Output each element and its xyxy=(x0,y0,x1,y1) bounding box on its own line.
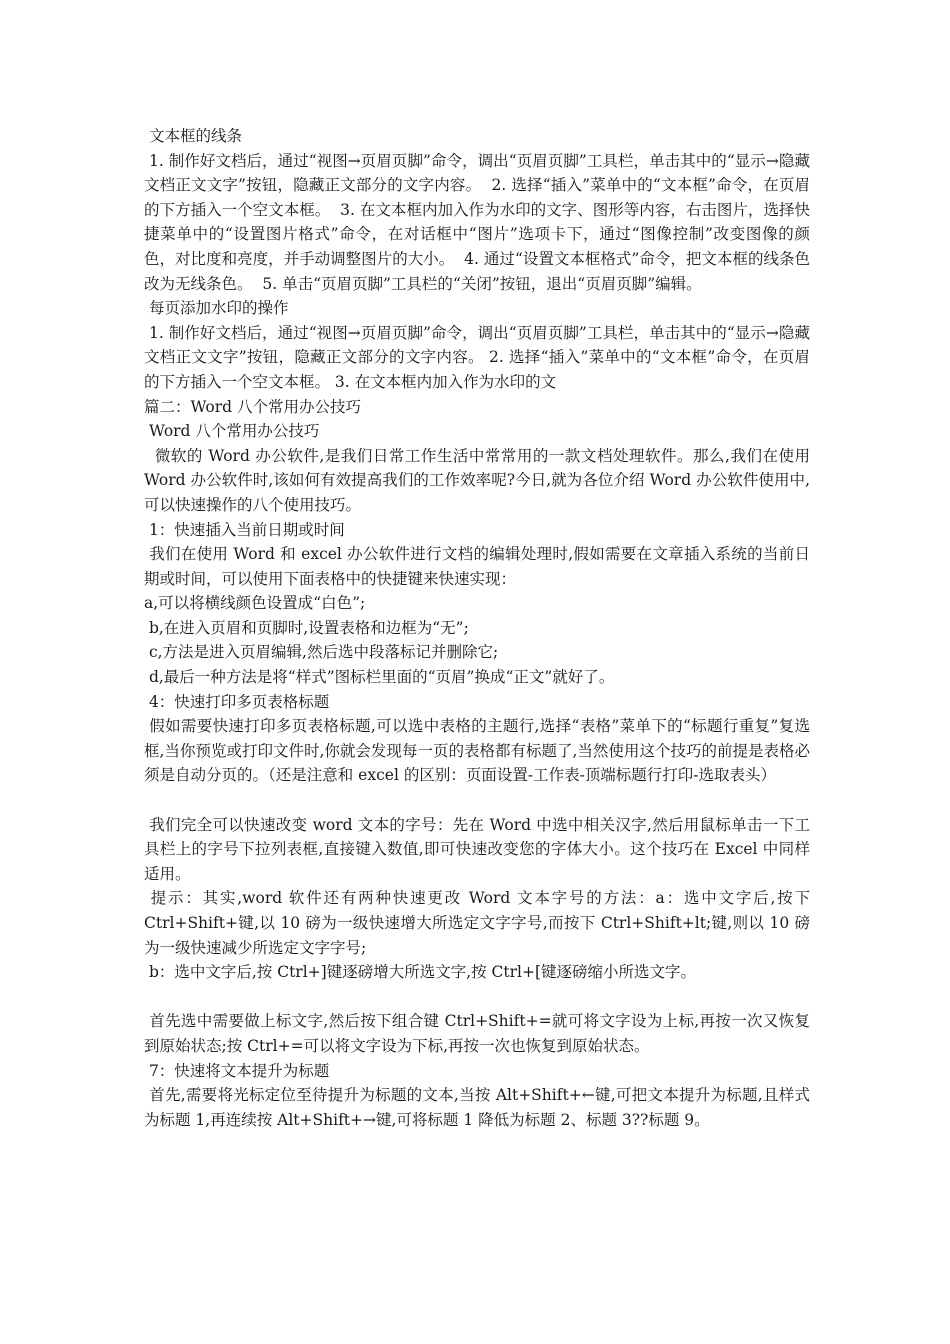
heading-textbox-lines: 文本框的线条 xyxy=(144,127,242,145)
section-title-part-two: 篇二：Word 八个常用办公技巧 xyxy=(144,397,361,416)
heading-watermark-each-page: 每页添加水印的操作 xyxy=(144,299,289,318)
paragraph-hint: 提示：其实,word 软件还有两种快速更改 Word 文本字号的方法：a：选中文字后,按下 Ctrl+Shift+键,以 10 磅为一级快速增大所选定文字字号,而按下 Ctrl+Shift+lt;键,则以 10 磅为一级快速减少所选定文字字号; xyxy=(144,889,815,957)
blank-line xyxy=(144,788,810,813)
blank-line xyxy=(144,985,810,1010)
paragraph-superscript: 首先选中需要做上标文字,然后按下组合键 Ctrl+Shift+=就可将文字设为上标,再按一次又恢复到原始状态;按 Ctrl+=可以将文字设为下标,再按一次也恢复到原始状态。 xyxy=(144,1012,810,1055)
paragraph-tip-4: 假如需要快速打印多页表格标题,可以选中表格的主题行,选择“表格”菜单下的“标题行重复”复选框,当你预览或打印文件时,你就会发现每一页的表格都有标题了,当然使用这个技巧的前提是表格必须是自动分页的。（还是注意和 excel 的区别：页面设置-工作表-顶端标题行打印-选取表头） xyxy=(144,717,810,785)
paragraph-textbox-steps: 1. 制作好文档后，通过“视图→页眉页脚”命令，调出“页眉页脚”工具栏，单击其中的“显示→隐藏文档正文文字”按钮，隐藏正文部分的文字内容。 2. 选择“插入”菜单中的“文本框”命令，在页眉的下方插入一个空文本框。 3. 在文本框内加入作为水印的文字、图形等内容，右击图片，选择快捷菜单中的“设置图片格式”命令，在对话框中“图片”选项卡下，通过“图像控制”改变图像的颜色，对比度和亮度，并手动调整图片的大小。 4. 通过“设置文本框格式”命令，把文本框的线条色改为无线条色。 5. 单击“页眉页脚”工具栏的“关闭”按钮，退出“页眉页脚”编辑。 xyxy=(144,151,810,293)
heading-tip-1: 1：快速插入当前日期或时间 xyxy=(144,520,345,539)
paragraph-watermark-steps: 1. 制作好文档后，通过“视图→页眉页脚”命令，调出“页眉页脚”工具栏，单击其中的“显示→隐藏文档正文文字”按钮，隐藏正文部分的文字内容。 2. 选择“插入”菜单中的“文本框”命令，在页眉的下方插入一个空文本框。 3. 在文本框内加入作为水印的文 xyxy=(144,323,810,391)
paragraph-hint-b: b：选中文字后,按 Ctrl+]键逐磅增大所选文字,按 Ctrl+[键逐磅缩小所选文字。 xyxy=(144,963,697,982)
heading-tip-4: 4：快速打印多页表格标题 xyxy=(144,692,330,711)
list-item-a: a,可以将横线颜色设置成“白色”; xyxy=(144,594,366,613)
document-page xyxy=(144,124,815,1132)
list-item-c: c,方法是进入页眉编辑,然后选中段落标记并删除它; xyxy=(144,643,499,662)
paragraph-tip-7: 首先,需要将光标定位至待提升为标题的文本,当按 Alt+Shift+←键,可把文本提升为标题,且样式为标题 1,再连续按 Alt+Shift+→键,可将标题 1 降低为标题 2、标题 3??标题 9。 xyxy=(144,1086,810,1129)
paragraph-intro: 微软的 Word 办公软件,是我们日常工作生活中常常用的一款文档处理软件。那么,我们在使用 Word 办公软件时,该如何有效提高我们的工作效率呢?今日,就为各位介绍 Word 办公软件使用中,可以快速操作的八个使用技巧。 xyxy=(144,446,815,514)
list-item-b: b,在进入页眉和页脚时,设置表格和边框为“无”; xyxy=(144,618,469,637)
paragraph-tip-1: 我们在使用 Word 和 excel 办公软件进行文档的编辑处理时,假如需要在文章插入系统的当前日期或时间，可以使用下面表格中的快捷键来快速实现： xyxy=(144,545,810,588)
subtitle-word-tips: Word 八个常用办公技巧 xyxy=(144,422,320,441)
list-item-d: d,最后一种方法是将“样式”图标栏里面的“页眉”换成“正文”就好了。 xyxy=(144,668,615,687)
paragraph-font-size: 我们完全可以快速改变 word 文本的字号：先在 Word 中选中相关汉字,然后用鼠标单击一下工具栏上的字号下拉列表框,直接键入数值,即可快速改变您的字体大小。这个技巧在 Excel 中同样适用。 xyxy=(144,815,810,883)
heading-tip-7: 7：快速将文本提升为标题 xyxy=(144,1061,330,1080)
